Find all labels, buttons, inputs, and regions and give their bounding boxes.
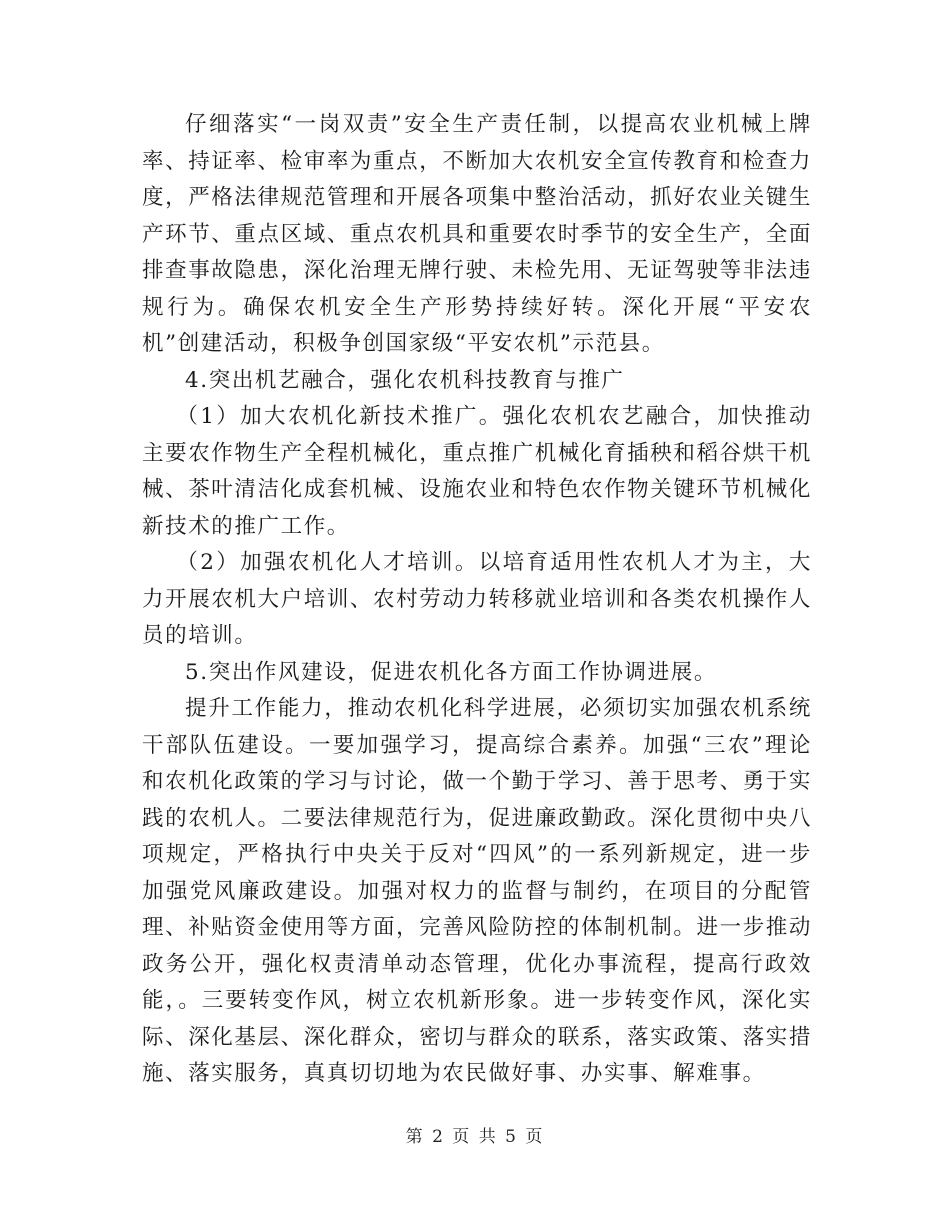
paragraph-talent-training: （2）加强农机化人才培训。以培育适用性农机人才为主，大力开展农机大户培训、农村劳动力转移就业培训和各类农机操作人员的培训。 (142, 550, 812, 648)
document-body (142, 107, 812, 1093)
paragraph-new-technology: （1）加大农机化新技术推广。强化农机农艺融合，加快推动主要农作物生产全程机械化，重点推广机械化育插秧和稻谷烘干机械、茶叶清洁化成套机械、设施农业和特色农作物关键环节机械化新技术的推广工作。 (142, 404, 812, 539)
heading-section-5: 5.突出作风建设，促进农机化各方面工作协调进展。 (185, 659, 717, 685)
paragraph-safety-production: 仔细落实“一岗双责”安全生产责任制，以提高农业机械上牌率、持证率、检审率为重点，不断加大农机安全宣传教育和检查力度，严格法律规范管理和开展各项集中整治活动，抓好农业关键生产环节、重点区域、重点农机具和重要农时季节的安全生产，全面排查事故隐患，深化治理无牌行驶、未检先用、无证驾驶等非法违规行为。确保农机安全生产形势持续好转。深化开展“平安农机”创建活动，积极争创国家级“平安农机”示范县。 (142, 112, 812, 356)
paragraph-work-style: 提升工作能力，推动农机化科学进展，必须切实加强农机系统干部队伍建设。一要加强学习，提高综合素养。加强“三农”理论和农机化政策的学习与讨论，做一个勤于学习、善于思考、勇于实践的农机人。二要法律规范行为，促进廉政勤政。深化贯彻中央八项规定，严格执行中央关于反对“四风”的一系列新规定，进一步加强党风廉政建设。加强对权力的监督与制约，在项目的分配管理、补贴资金使用等方面，完善风险防控的体制机制。进一步推动政务公开，强化权责清单动态管理，优化办事流程，提高行政效能，。三要转变作风，树立农机新形象。进一步转变作风，深化实际、深化基层、深化群众，密切与群众的联系，落实政策、落实措施、落实服务，真真切切地为农民做好事、办实事、解难事。 (142, 696, 812, 1086)
heading-section-4: 4.突出机艺融合，强化农机科技教育与推广 (185, 367, 625, 393)
page-number-footer: 第 2 页 共 5 页 (405, 1127, 545, 1147)
